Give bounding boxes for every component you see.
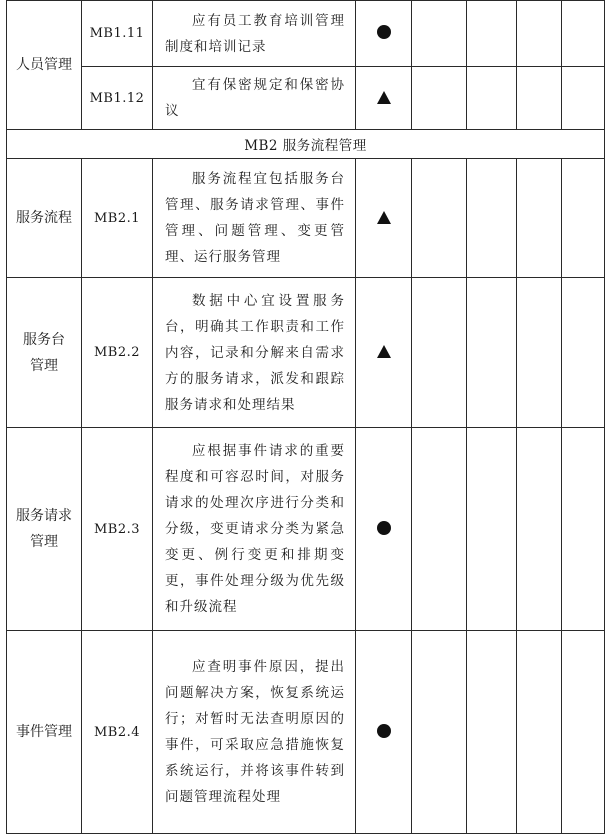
- table-row: [7, 631, 605, 834]
- table-row: [7, 428, 605, 631]
- table-row: [7, 1, 605, 67]
- category-cell: 服务流程: [7, 159, 82, 278]
- level-cell: [356, 67, 412, 130]
- level-cell: [356, 631, 412, 834]
- category-cell: 服务请求 管理: [7, 428, 82, 631]
- level-cell: [356, 428, 412, 631]
- table-row: [7, 67, 605, 130]
- filled-triangle-icon: [377, 211, 391, 224]
- item-code: MB2.4: [82, 631, 153, 834]
- filled-circle-icon: [377, 25, 391, 39]
- requirement-text: 数据中心宜设置服务台，明确其工作职责和工作内容，记录和分解来自需求方的服务请求，派发和跟踪服务请求和处理结果: [153, 278, 356, 428]
- requirement-text: 应查明事件原因，提出问题解决方案，恢复系统运行；对暂时无法查明原因的事件，可采取应急措施恢复系统运行，并将该事件转到问题管理流程处理: [153, 631, 356, 834]
- table-row: [7, 278, 605, 428]
- filled-triangle-icon: [377, 345, 391, 358]
- item-code: MB1.11: [82, 1, 153, 67]
- category-cell: 人员管理: [7, 1, 82, 130]
- section-row: [7, 130, 605, 159]
- item-code: MB2.2: [82, 278, 153, 428]
- level-cell: [356, 159, 412, 278]
- filled-circle-icon: [377, 521, 391, 535]
- requirement-text: 应根据事件请求的重要程度和可容忍时间，对服务请求的处理次序进行分类和分级，变更请求分类为紧急变更、例行变更和排期变更，事件处理分级为优先级和升级流程: [153, 428, 356, 631]
- requirements-table: [6, 0, 605, 834]
- requirement-text: 应有员工教育培训管理制度和培训记录: [153, 1, 356, 67]
- item-code: MB2.1: [82, 159, 153, 278]
- filled-triangle-icon: [377, 91, 391, 104]
- category-cell: 事件管理: [7, 631, 82, 834]
- level-cell: [356, 1, 412, 67]
- category-cell: 服务台 管理: [7, 278, 82, 428]
- item-code: MB1.12: [82, 67, 153, 130]
- section-title: MB2 服务流程管理: [7, 130, 605, 159]
- level-cell: [356, 278, 412, 428]
- requirement-text: 宜有保密规定和保密协议: [153, 67, 356, 130]
- requirement-text: 服务流程宜包括服务台管理、服务请求管理、事件管理、问题管理、变更管理、运行服务管理: [153, 159, 356, 278]
- item-code: MB2.3: [82, 428, 153, 631]
- filled-circle-icon: [377, 724, 391, 738]
- table-row: [7, 159, 605, 278]
